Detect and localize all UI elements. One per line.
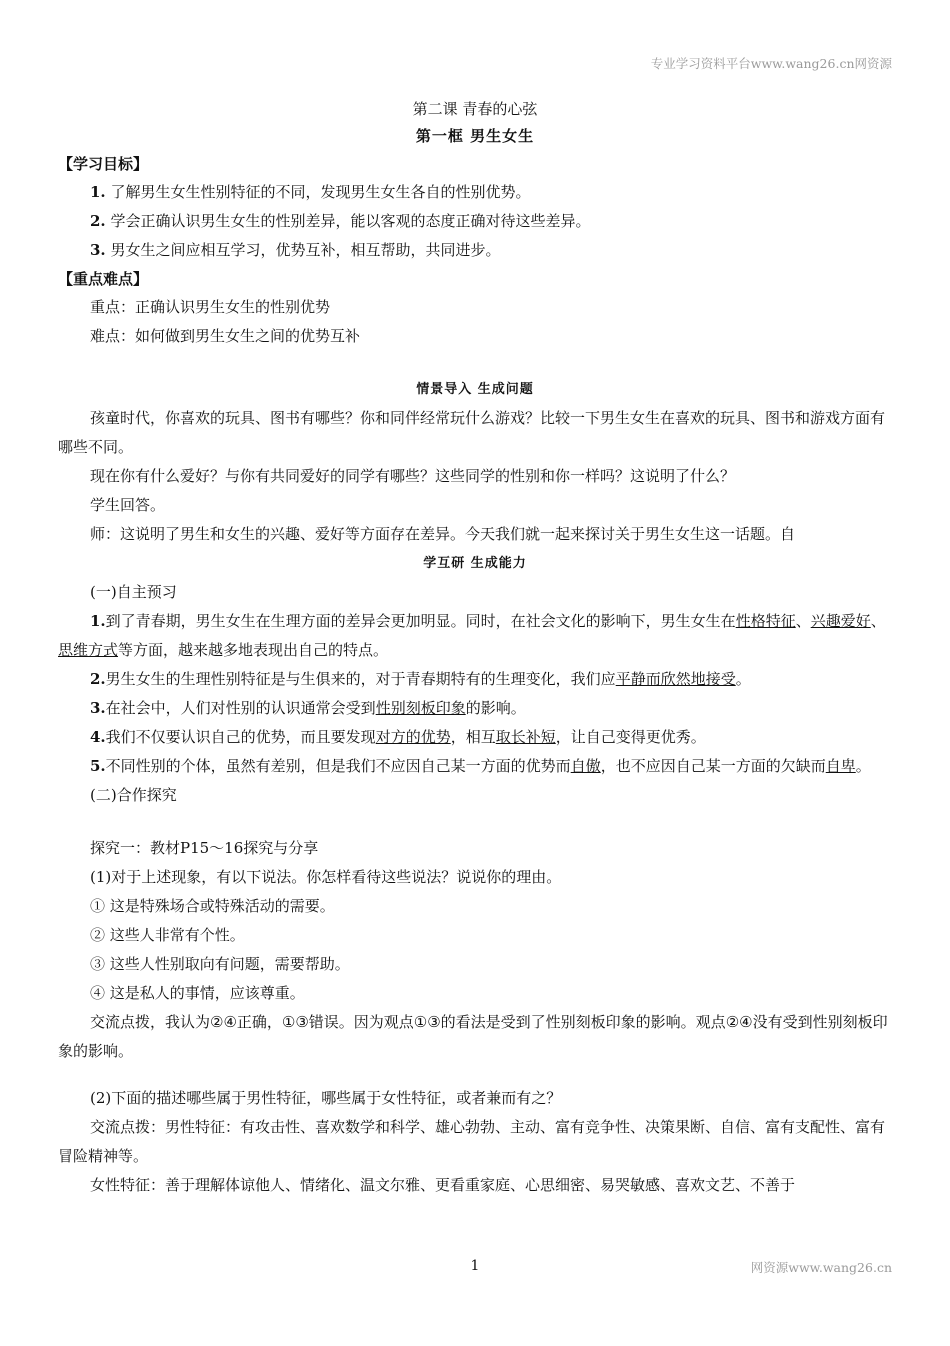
intro-paragraph: 学生回答。 <box>90 496 166 514</box>
lesson-title: 第二课 青春的心弦 <box>412 100 538 118</box>
goal-item: 3. 男女生之间应相互学习，优势互补，相互帮助，共同进步。 <box>90 241 501 259</box>
difficulty-point: 难点：如何做到男生女生之间的优势互补 <box>90 327 361 345</box>
intro-heading: 情景导入 生成问题 <box>416 382 534 397</box>
page-number: 1 <box>470 1258 480 1274</box>
preview-item: 1.到了青春期，男生女生在生理方面的差异会更加明显。同时，在社会文化的影响下，男生女生在性格特征、兴趣爱好、思维方式等方面，越来越多地表现出自己的特点。 <box>58 612 886 659</box>
header-watermark: 专业学习资料平台www.wang26.cn网资源 <box>650 56 892 71</box>
explore-question: (2)下面的描述哪些属于男性特征，哪些属于女性特征，或者兼而有之？ <box>90 1089 562 1107</box>
female-traits: 女性特征：善于理解体谅他人、情绪化、温文尔雅、更看重家庭、心思细密、易哭敏感、喜欢文艺、不善于 <box>90 1176 796 1194</box>
intro-paragraph: 现在你有什么爱好？与你有共同爱好的同学有哪些？这些同学的性别和你一样吗？这说明了什么？ <box>90 467 736 485</box>
teacher-remark: 师：这说明了男生和女生的兴趣、爱好等方面存在差异。今天我们就一起来探讨关于男生女生这一话题。自 <box>90 525 796 543</box>
male-traits: 交流点拨：男性特征：有攻击性、喜欢数学和科学、雄心勃勃、主动、富有竞争性、决策果断、自信、富有支配性、富有冒险精神等。 <box>58 1118 886 1165</box>
explore-answer: 交流点拨，我认为②④正确，①③错误。因为观点①③的看法是受到了性别刻板印象的影响。观点②④没有受到性别刻板印象的影响。 <box>58 1013 888 1060</box>
document-body <box>58 96 892 1200</box>
footer-watermark: 网资源www.wang26.cn <box>750 1260 892 1275</box>
explore-question: (1)对于上述现象，有以下说法。你怎样看待这些说法？说说你的理由。 <box>90 868 562 886</box>
preview-label: (一)自主预习 <box>90 583 177 601</box>
frame-title: 第一框 男生女生 <box>415 127 535 145</box>
explore-option: ② 这些人非常有个性。 <box>90 926 245 944</box>
focus-point: 重点：正确认识男生女生的性别优势 <box>90 298 331 316</box>
preview-item: 3.在社会中，人们对性别的认识通常会受到性别刻板印象的影响。 <box>90 699 526 717</box>
preview-item: 4.我们不仅要认识自己的优势，而且要发现对方的优势，相互取长补短，让自己变得更优秀。 <box>90 728 706 746</box>
explore-option: ① 这是特殊场合或特殊活动的需要。 <box>90 897 335 915</box>
keypoints-heading: 【重点难点】 <box>58 270 149 288</box>
intro-paragraph: 孩童时代，你喜欢的玩具、图书有哪些？你和同伴经常玩什么游戏？比较一下男生女生在喜欢的玩具、图书和游戏方面有哪些不同。 <box>58 409 886 456</box>
goal-item: 2. 学会正确认识男生女生的性别差异，能以客观的态度正确对待这些差异。 <box>90 212 591 230</box>
explore-option: ③ 这些人性别取向有问题，需要帮助。 <box>90 955 350 973</box>
explore-title: 探究一：教材P15～16探究与分享 <box>90 839 319 857</box>
cooperation-label: (二)合作探究 <box>90 786 177 804</box>
goal-item: 1. 了解男生女生性别特征的不同，发现男生女生各自的性别优势。 <box>90 183 531 201</box>
explore-option: ④ 这是私人的事情，应该尊重。 <box>90 984 305 1002</box>
preview-item: 2.男生女生的生理性别特征是与生俱来的，对于青春期特有的生理变化，我们应平静而欣然地接受。 <box>90 670 751 688</box>
preview-item: 5.不同性别的个体，虽然有差别，但是我们不应因自己某一方面的优势而自傲，也不应因自己某一方面的欠缺而自卑。 <box>90 757 871 775</box>
goals-heading: 【学习目标】 <box>58 155 149 173</box>
study-heading: 学互研 生成能力 <box>423 556 527 571</box>
